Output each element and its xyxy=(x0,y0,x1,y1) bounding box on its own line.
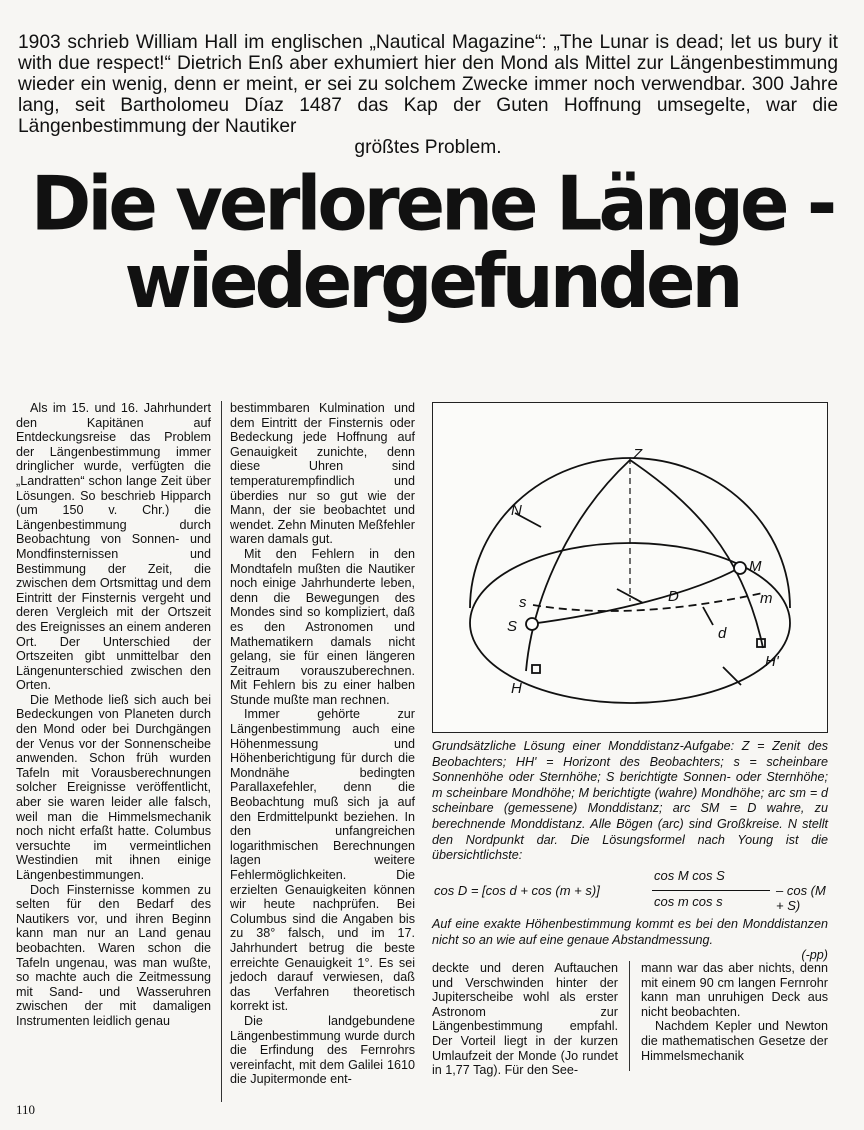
formula-lhs: cos D = [cos d + cos (m + s)] xyxy=(434,883,600,898)
intro-paragraph xyxy=(18,32,838,158)
column-divider-1 xyxy=(221,401,222,1102)
col2-paragraph-4: Die landgebundene Längenbestimmung wurde durch die Erfindung des Fernrohrs vereinfacht, mit dem Galilei 1610 die Jupitermonde ent- xyxy=(230,1013,415,1087)
label-M: M xyxy=(749,558,762,575)
label-H-prime: H' xyxy=(765,653,779,670)
formula-denominator: cos m cos s xyxy=(654,894,723,909)
label-D: D xyxy=(668,588,679,605)
label-Z: Z xyxy=(633,446,643,463)
note-text: Auf eine exakte Höhenbestimmung kommt es bei den Monddistanzen nicht so an wie auf eine genaue Abstandmessung. xyxy=(432,917,828,947)
column-1 xyxy=(16,401,211,1029)
col2-paragraph-2: Mit den Fehlern in den Mondtafeln mußten die Nautiker noch einige Jahrhunderte leben, denn die Bewegungen des Mondes sind so kompliziert, daß es den Astronomen und Mathematikern damals nicht gelang, sie für einen längeren Zeitraum vorauszuberechnen. Mit Fehlern bis zu einer halben Stunde mußte man rechnen. xyxy=(230,546,415,707)
title-line-2: wiedergefunden xyxy=(124,238,740,326)
young-formula xyxy=(432,866,832,916)
figure-caption: Grundsätzliche Lösung einer Monddistanz-Aufgabe: Z = Zenit des Beobachters; HH' = Horizont des Beobachters; s = scheinbare Sonnenhöhe oder Sternhöhe; S berichtigte Sonnen- oder Sternhöhe; m scheinbare Mondhöhe; M berichtigte (wahre) Mondhöhe; arc sm = d scheinbare (gemessene) Monddistanz; arc SM = D wahre, zu berechnende Monddistanz. Alle Bögen (arc) sind Großkreise. N stellt den Nordpunkt dar. Die Lösungsformel nach Young ist die übersichtlichste: xyxy=(432,739,828,863)
tick-H-prime xyxy=(723,667,741,685)
column-divider-3 xyxy=(629,961,630,1071)
title-line-1: Die verlorene Länge - xyxy=(30,161,834,249)
arc-zenith-to-H xyxy=(526,460,630,671)
column-4 xyxy=(641,961,828,1063)
col3-paragraph-1: deckte und deren Auftauchen und Verschwinden hinter der Jupiterscheibe wohl als erster Astronom zur Längenbestimmung empfahl. Der Vorteil liegt in der kurzen Umlaufzeit der Monde (Jo rundet in 1,77 Tag). Für den See- xyxy=(432,961,618,1078)
col4-paragraph-1: mann war das aber nichts, denn mit einem 90 cm langen Fernrohr kann man unruhigen Deck aus nicht beobachten. xyxy=(641,961,828,1019)
arc-zenith-to-H-prime xyxy=(630,460,763,648)
moon-circle xyxy=(734,562,746,574)
diagram-svg xyxy=(433,403,827,732)
column-2 xyxy=(230,401,415,1087)
formula-numerator: cos M cos S xyxy=(654,868,725,883)
sun-circle xyxy=(526,618,538,630)
label-S: S xyxy=(507,618,518,635)
note-signature: (-pp) xyxy=(801,948,828,963)
formula-rhs: – cos (M + S) xyxy=(776,883,826,913)
column-3 xyxy=(432,961,618,1078)
label-H: H xyxy=(511,680,522,697)
fraction-bar xyxy=(652,890,770,891)
col2-paragraph-1: bestimmbaren Kulmination und dem Eintritt der Finsternis oder Bedeckung jede Hoffnung auf Genauigkeit zunichte, denn diese Uhren sind temperaturempfindlich und überdies nur so gut wie der Mann, der sie beobachtet und wendet. Zehn Minuten Meßfehler waren damals gut. xyxy=(230,401,415,547)
article-title xyxy=(0,161,864,326)
label-s: s xyxy=(519,594,527,611)
label-m: m xyxy=(760,590,773,607)
page-number: 110 xyxy=(16,1102,36,1117)
right-angle-H xyxy=(532,665,540,673)
col4-paragraph-2: Nachdem Kepler und Newton die mathematischen Gesetze der Himmelsmechanik xyxy=(641,1019,828,1063)
col1-paragraph-2: Die Methode ließ sich auch bei Bedeckungen von Planeten durch den Mond oder bei Durchgängen der Venus vor der Sonnenscheibe anwenden. Schon früh wurden Tafeln mit Vorausberechnungen solcher Ereignisse veröffentlicht, aber sie waren leider alle falsch, weil man die Himmelsmechanik noch nicht erfaßt hatte. Columbus versuchte im vermeintlichen Westindien mit ihnen einige Längenbestimmungen. xyxy=(16,692,211,882)
tick-d xyxy=(703,607,713,625)
label-d: d xyxy=(718,625,727,642)
intro-text: 1903 schrieb William Hall im englischen „Nautical Magazine“: „The Lunar is dead; let us bury it with due respect!“ Dietrich Enß aber exhumiert hier den Mond als Mittel zur Längenbestimmung wieder ein wenig, denn er meint, er sei zu solchem Zwecke immer noch verwendbar. 300 Jahre lang, seit Bartholomeu Díaz 1487 das Kap der Guten Hoffnung umsegelte, war die Längenbestimmung der Nautiker xyxy=(18,32,838,137)
intro-last-line: größtes Problem. xyxy=(354,137,502,158)
label-N: N xyxy=(511,502,522,519)
editor-note xyxy=(432,917,828,964)
col1-paragraph-3: Doch Finsternisse kommen zu selten für den Bedarf des Nautikers vor, und ihren Beginn kann man nur an Land genau beobachten. Waren schon die Tafeln ungenau, was man wußte, so machte auch die Zeitmessung mit Sand- und Wasseruhren zwischen der mit damaligen Instrumenten leidlich genau xyxy=(16,882,211,1028)
col1-paragraph-1: Als im 15. und 16. Jahrhundert den Kapitänen auf Entdeckungsreise das Problem der Längenbestimmung immer dringlicher wurde, verfügten die „Landratten“ schon lange Zeit über Lösungen. So beschrieb Hipparch (um 150 v. Chr.) die Längenbestimmung durch Beobachtung von Sonnen- und Mondfinsternissen und Bestimmung der Zeit, die zwischen dem Ortsmittag und dem Eintritt der Finsternis vergeht und deren Vergleich mit der Ortszeit des Ereignisses an einem anderen Ort. Der Unterschied der Ortszeiten gibt unmittelbar den Längenunterschied zwischen den Orten. xyxy=(16,401,211,693)
col2-paragraph-3: Immer gehörte zur Längenbestimmung auch eine Höhenmessung und Höhenberichtigung für durch die Mondnähe bedingten Parallaxefehler, denn die Beobachtung muß sich ja auf den Erdmittelpunkt beziehen. In den unfangreichen logarithmischen Berechnungen lagen weitere Fehlermöglichkeiten. Die erzielten Genauigkeiten können wir heute nachprüfen. Bei Columbus sind die Angaben bis zu 38° falsch, und im 17. Jahrhundert betrug die beste erreichte Genauigkeit 1°. Es sei jedoch darauf verwiesen, daß das Verfahren theoretisch korrekt ist. xyxy=(230,707,415,1014)
celestial-sphere-diagram xyxy=(432,402,828,733)
